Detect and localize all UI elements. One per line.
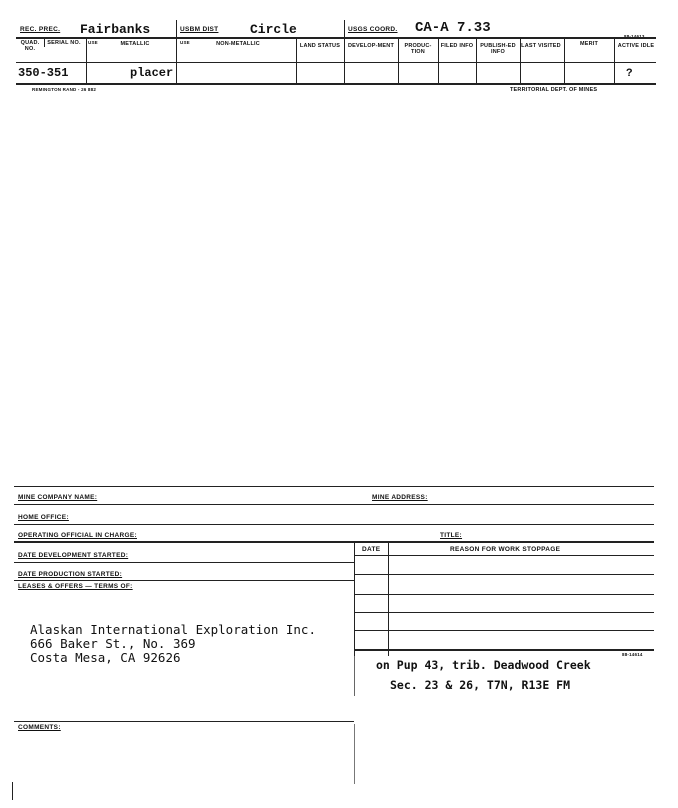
date-col-label: DATE bbox=[362, 546, 381, 553]
company-line-2: 666 Baker St., No. 369 bbox=[30, 636, 196, 651]
rule bbox=[354, 630, 654, 631]
rule bbox=[14, 721, 354, 722]
row-bottom-rule bbox=[16, 83, 656, 85]
rule bbox=[14, 504, 654, 505]
title-label: TITLE: bbox=[440, 532, 463, 539]
divider bbox=[614, 37, 615, 84]
col-development: DEVELOP-MENT bbox=[347, 43, 395, 49]
rule bbox=[14, 486, 654, 487]
usgs-coord-value: CA-A 7.33 bbox=[415, 20, 491, 36]
company-line-1: Alaskan International Exploration Inc. bbox=[30, 622, 316, 637]
column-header-rule bbox=[16, 62, 656, 63]
col-nonmetallic: NON-METALLIC bbox=[216, 41, 260, 47]
divider bbox=[344, 20, 345, 84]
divider bbox=[354, 541, 355, 656]
col-production: PRODUC-TION bbox=[404, 43, 432, 55]
rule bbox=[354, 574, 654, 575]
rule bbox=[14, 562, 354, 563]
divider bbox=[520, 37, 521, 84]
mine-address-label: MINE ADDRESS: bbox=[372, 494, 428, 501]
divider bbox=[398, 37, 399, 84]
divider bbox=[86, 37, 87, 84]
rec-prec-value: Fairbanks bbox=[80, 22, 151, 37]
footer-right: TERRITORIAL DEPT. OF MINES bbox=[510, 87, 598, 93]
footer-left: REMINGTON RAND - 26 882 bbox=[32, 87, 97, 92]
divider bbox=[564, 37, 565, 84]
divider bbox=[476, 37, 477, 84]
row-metallic: placer bbox=[130, 66, 174, 80]
row-serial: 350-351 bbox=[18, 66, 69, 80]
reason-col-label: REASON FOR WORK STOPPAGE bbox=[450, 546, 561, 553]
divider bbox=[354, 656, 355, 696]
col-merit: MERIT bbox=[579, 41, 599, 47]
col-land-status: LAND STATUS bbox=[299, 43, 341, 49]
divider bbox=[44, 37, 45, 47]
usbm-dist-label: USBM DIST bbox=[180, 26, 219, 33]
date-prod-label: DATE PRODUCTION STARTED: bbox=[18, 571, 123, 578]
col-metallic: METALLIC bbox=[120, 41, 150, 47]
divider bbox=[176, 20, 177, 84]
header-rule bbox=[16, 37, 656, 39]
home-office-label: HOME OFFICE: bbox=[18, 514, 69, 521]
col-active-idle: ACTIVE IDLE bbox=[617, 43, 655, 49]
rec-prec-label: REC. PREC. bbox=[20, 26, 61, 33]
rule bbox=[354, 612, 654, 613]
rule bbox=[14, 541, 654, 543]
date-dev-label: DATE DEVELOPMENT STARTED: bbox=[18, 552, 129, 559]
col-published-info: PUBLISH-ED INFO bbox=[480, 43, 516, 55]
location-line-2: Sec. 23 & 26, T7N, R13E FM bbox=[390, 678, 571, 692]
divider bbox=[354, 724, 355, 784]
row-active-idle: ? bbox=[626, 68, 633, 80]
usbm-dist-value: Circle bbox=[250, 22, 297, 37]
mine-company-label: MINE COMPANY NAME: bbox=[18, 494, 98, 501]
divider bbox=[12, 782, 13, 800]
usgs-coord-label: USGS COORD. bbox=[348, 26, 398, 33]
divider bbox=[438, 37, 439, 84]
comments-label: COMMENTS: bbox=[18, 724, 61, 731]
col-filed-info: FILED INFO bbox=[440, 43, 474, 49]
form-code-2: 88-14614 bbox=[622, 652, 643, 657]
rule bbox=[354, 555, 654, 556]
divider bbox=[296, 37, 297, 84]
rule bbox=[354, 649, 654, 651]
col-use2: USE bbox=[180, 40, 190, 45]
divider bbox=[388, 541, 389, 656]
leases-label: LEASES & OFFERS — TERMS OF: bbox=[18, 583, 133, 590]
col-serial: SERIAL NO. bbox=[47, 40, 81, 46]
rule bbox=[14, 580, 354, 581]
col-quad: QUAD. NO. bbox=[20, 40, 40, 52]
col-use1: USE bbox=[88, 40, 98, 45]
col-last-visited: LAST VISITED bbox=[521, 43, 561, 49]
location-line-1: on Pup 43, trib. Deadwood Creek bbox=[376, 658, 591, 672]
operating-official-label: OPERATING OFFICIAL IN CHARGE: bbox=[18, 532, 137, 539]
company-line-3: Costa Mesa, CA 92626 bbox=[30, 650, 181, 665]
rule bbox=[14, 524, 654, 525]
rule bbox=[354, 594, 654, 595]
